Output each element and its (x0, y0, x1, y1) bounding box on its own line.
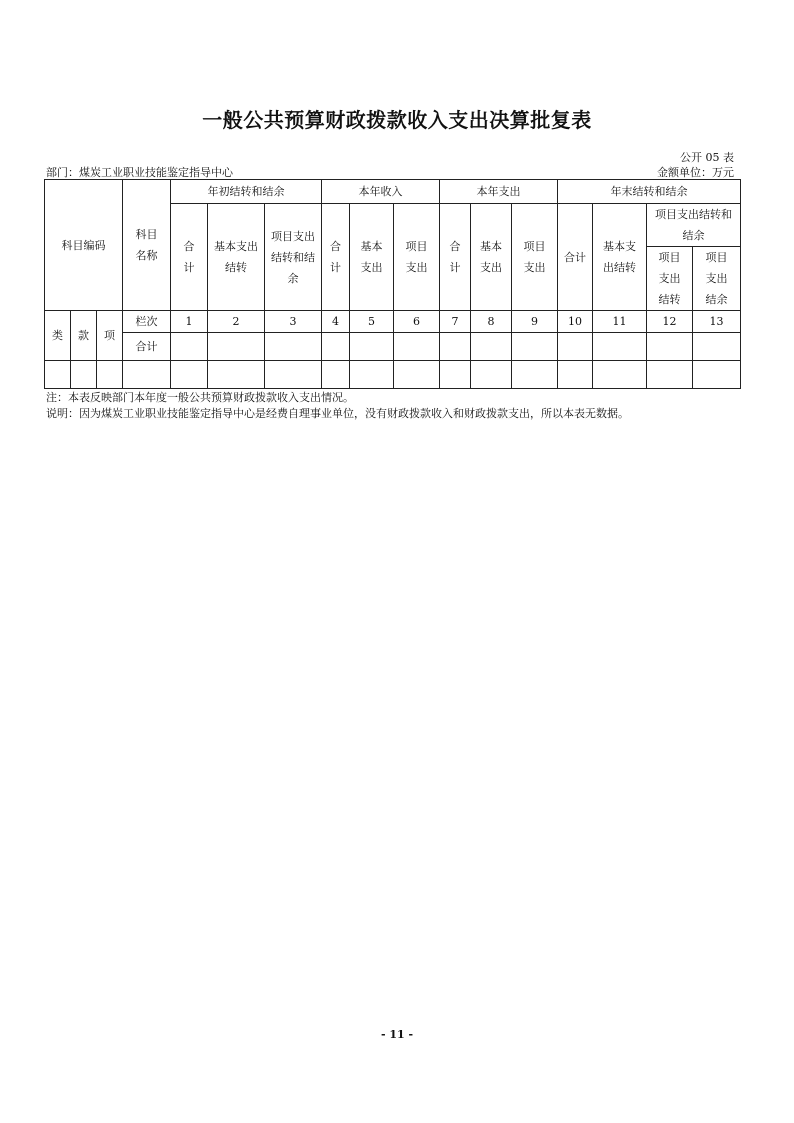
table-cell (512, 333, 558, 361)
column-number: 11 (593, 311, 647, 333)
group-closing-balance: 年末结转和结余 (558, 180, 741, 204)
code-header: 科目编码 (45, 180, 123, 311)
code-part-kuan: 款 (71, 311, 97, 361)
table-cell (97, 361, 123, 389)
table-cell (647, 361, 693, 389)
column-number: 4 (322, 311, 350, 333)
table-cell (593, 361, 647, 389)
amount-unit-label: 金额单位：万元 (657, 166, 734, 179)
notes (46, 390, 629, 422)
code-part-lei: 类 (45, 311, 71, 361)
column-number: 2 (208, 311, 265, 333)
group-opening-balance: 年初结转和结余 (171, 180, 322, 204)
table-cell (440, 361, 471, 389)
table-cell (350, 361, 394, 389)
column-number: 12 (647, 311, 693, 333)
department-label: 部门：煤炭工业职业技能鉴定指导中心 (46, 166, 233, 179)
table-row (45, 361, 741, 389)
table-cell (440, 333, 471, 361)
column-number: 6 (394, 311, 440, 333)
table-cell (558, 333, 593, 361)
table-cell (693, 333, 741, 361)
closing-total-header: 合计 (558, 204, 593, 311)
opening-basic-carryover-header: 基本支出结转 (208, 204, 265, 311)
budget-table (44, 179, 741, 389)
column-number: 5 (350, 311, 394, 333)
table-cell (471, 361, 512, 389)
explanation-line: 说明：因为煤炭工业职业技能鉴定指导中心是经费自理事业单位，没有财政拨款收入和财政拨款支出，所以本表无数据。 (46, 407, 629, 420)
table-cell (322, 333, 350, 361)
income-basic-header: 基本支出 (350, 204, 394, 311)
page-number: - 11 - (380, 1028, 414, 1041)
table-cell (350, 333, 394, 361)
group-current-expense: 本年支出 (440, 180, 558, 204)
income-total-header: 合计 (322, 204, 350, 311)
table-cell (123, 361, 171, 389)
form-number: 公开 05 表 (680, 151, 734, 164)
closing-basic-carryover-header: 基本支出结转 (593, 204, 647, 311)
expense-basic-header: 基本支出 (471, 204, 512, 311)
table-cell (45, 361, 71, 389)
group-current-income: 本年收入 (322, 180, 440, 204)
table-cell (265, 361, 322, 389)
column-number: 10 (558, 311, 593, 333)
closing-project-remainder-header: 项目支出结余 (693, 247, 741, 311)
table-cell (71, 361, 97, 389)
table-cell (208, 361, 265, 389)
table-cell (394, 361, 440, 389)
column-number: 13 (693, 311, 741, 333)
table-cell (512, 361, 558, 389)
expense-project-header: 项目支出 (512, 204, 558, 311)
page-title: 一般公共预算财政拨款收入支出决算批复表 (202, 108, 592, 132)
opening-total-header: 合计 (171, 204, 208, 311)
name-header (123, 180, 171, 311)
table-cell (171, 361, 208, 389)
column-number-label: 栏次 (123, 311, 171, 333)
closing-project-carryover-header: 项目支出结转 (647, 247, 693, 311)
column-number: 8 (471, 311, 512, 333)
column-number: 1 (171, 311, 208, 333)
table-cell (593, 333, 647, 361)
note-line: 注：本表反映部门本年度一般公共预算财政拨款收入支出情况。 (46, 391, 354, 404)
table-cell (558, 361, 593, 389)
column-number: 9 (512, 311, 558, 333)
total-row-label: 合计 (123, 333, 171, 361)
table-cell (693, 361, 741, 389)
table-cell (322, 361, 350, 389)
closing-project-subgroup-header: 项目支出结转和结余 (647, 204, 741, 247)
table-cell (647, 333, 693, 361)
table-cell (471, 333, 512, 361)
table-cell (394, 333, 440, 361)
income-project-header: 项目支出 (394, 204, 440, 311)
expense-total-header: 合计 (440, 204, 471, 311)
table-cell (265, 333, 322, 361)
column-number: 7 (440, 311, 471, 333)
code-part-xiang: 项 (97, 311, 123, 361)
opening-project-balance-header: 项目支出结转和结余 (265, 204, 322, 311)
column-number: 3 (265, 311, 322, 333)
table-cell (171, 333, 208, 361)
name-header-text: 科目名称 (135, 228, 158, 262)
table-cell (208, 333, 265, 361)
